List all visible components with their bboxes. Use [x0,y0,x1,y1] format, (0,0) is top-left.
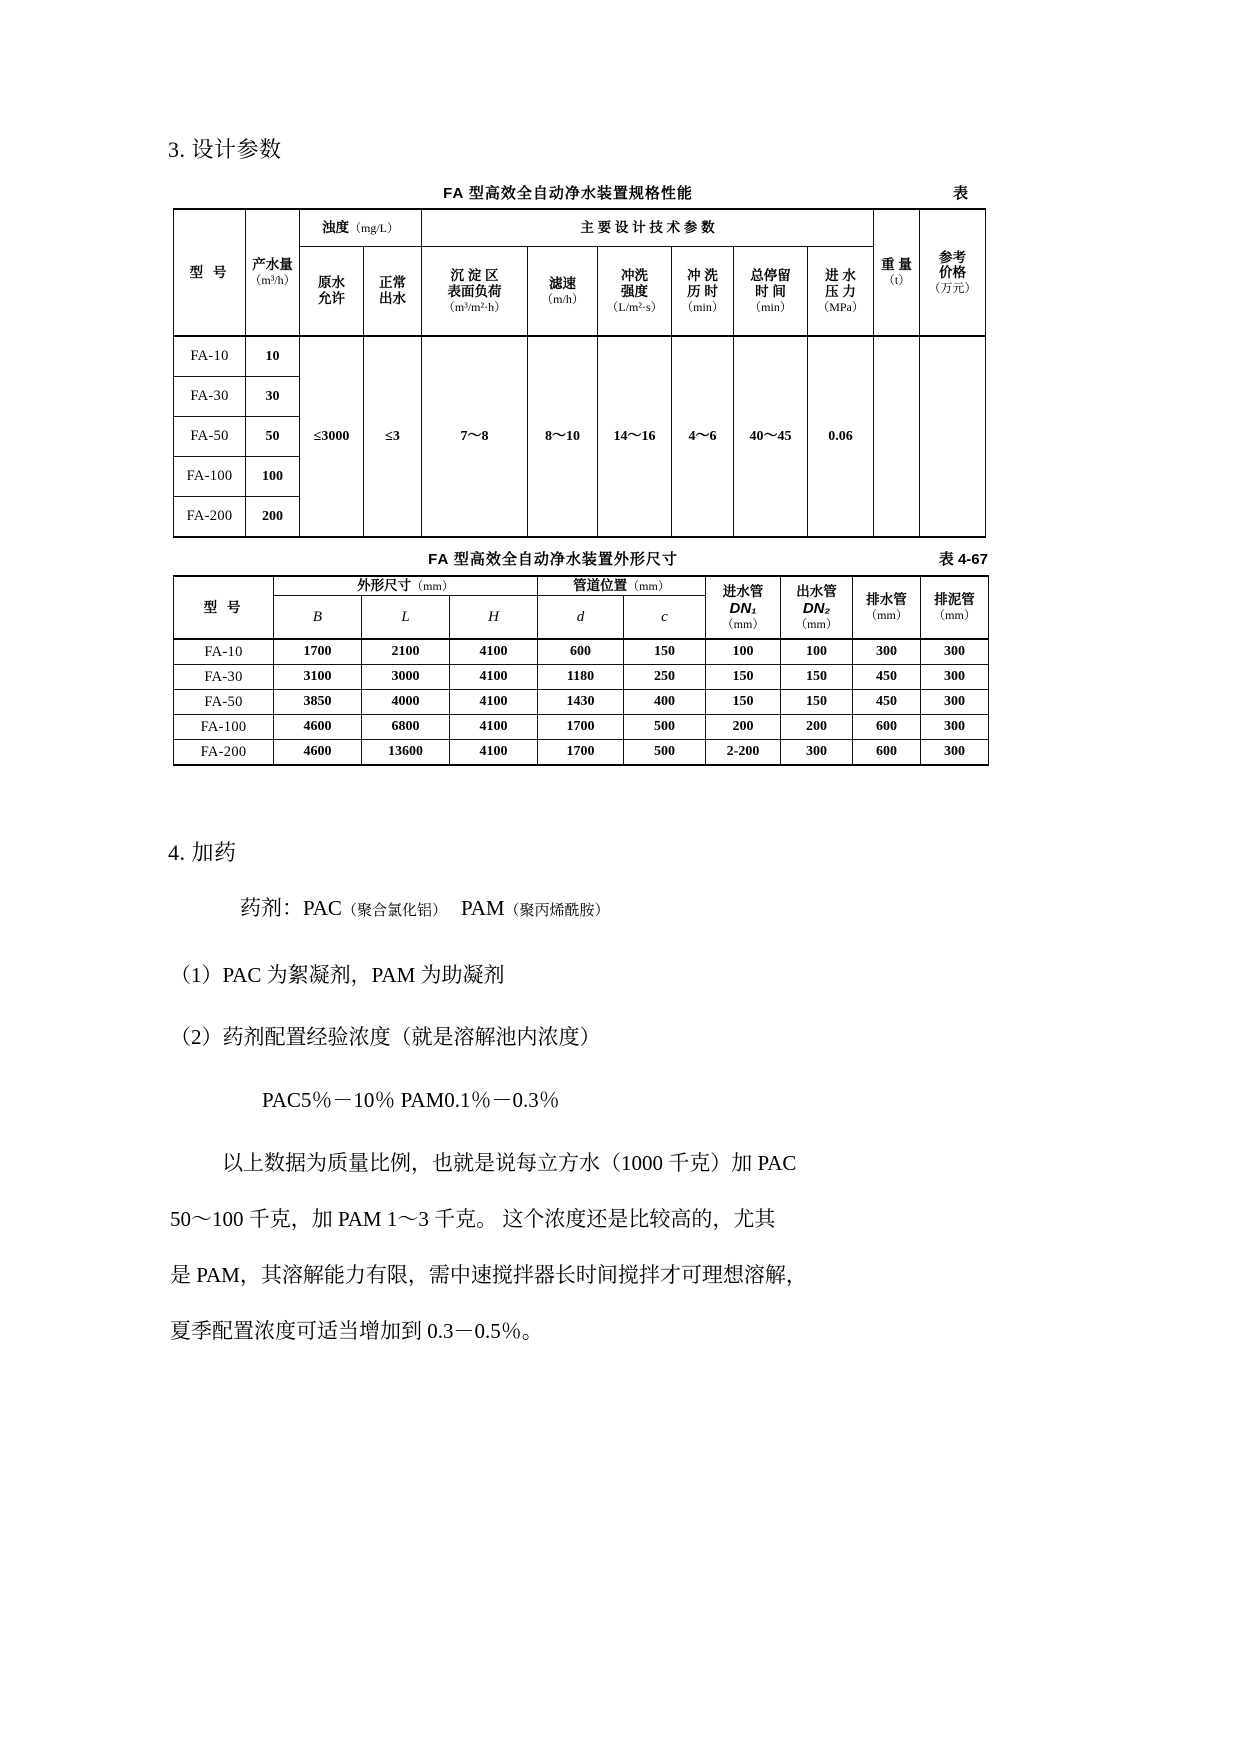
table1-header-output [246,209,300,336]
table1-cell-output: 50 [246,417,300,457]
section-heading-dosing: 4. 加药 [168,840,237,865]
table2-header-H: H [450,595,538,639]
table1-header-settling-unit: （m³/m²·h） [442,299,507,314]
table2-cell-H: 4100 [450,639,538,665]
table1-header-effluent-label2: 出水 [379,291,406,306]
table1-specifications [173,208,986,538]
table1-group-header-row [174,209,986,247]
table1-header-retention-unit: （min） [749,299,792,314]
table2-header-inlet-pipe [706,576,781,639]
table1-header-raw-water-label: 原水 [318,275,345,291]
table2-row [174,689,989,714]
reagent-pam-label: PAM [460,896,505,920]
table2-cell-sludge: 300 [921,739,989,765]
table2-cell-L: 6800 [362,714,450,739]
table2-header-outlet-pipe-label: 出水管 [796,583,837,599]
table1-header-backwash-intensity-label: 冲洗 [621,268,648,283]
reagent-line [240,898,610,919]
table1-cell-model: FA-30 [174,377,246,417]
table1-cell-inlet-pressure: 0.06 [808,336,874,537]
table2-cell-model: FA-30 [174,664,274,689]
table1-cell-model: FA-200 [174,497,246,538]
table2-group-pipe-position-label: 管道位置 [573,578,628,593]
table1-header-backwash-duration-label2: 历 时 [687,283,718,299]
table2-cell-B: 3850 [274,689,362,714]
table1-header-backwash-duration-unit: （min） [681,299,724,314]
table2-cell-drain: 450 [853,664,921,689]
table2-group-dimensions-label: 外形尺寸 [357,578,412,593]
dosing-paragraph-line-4: 夏季配置浓度可适当增加到 0.3－0.5％。 [170,1319,543,1343]
table1-header-inlet-pressure [808,247,874,337]
table2-cell-H: 4100 [450,664,538,689]
table1-container [173,182,977,538]
table2-cell-c: 150 [624,639,706,665]
table1-cell-retention: 40～45 [734,336,808,537]
table1-header-model-label: 型 号 [189,264,230,280]
table2-cell-B: 3100 [274,664,362,689]
table2-header-L: L [362,595,450,639]
table2-cell-drain: 600 [853,739,921,765]
table2-row [174,664,989,689]
table1-header-price-label2: 价格 [939,265,967,281]
table2-header-model [174,576,274,639]
table2-header-sludge-pipe [921,576,989,639]
reagent-main-label: 药剂：PAC [240,896,342,920]
table2-cell-L: 2100 [362,639,450,665]
table2-header-drain-pipe-unit: （mm） [865,608,908,623]
table1-header-settling-label: 沉 淀 区 [450,268,499,283]
table2-header-sludge-pipe-unit: （mm） [933,608,976,623]
table1-row [174,336,986,377]
table1-group-turbidity-label: 浊度 [322,220,349,236]
table1-cell-effluent: ≤3 [364,336,422,537]
table1-cell-model: FA-100 [174,457,246,497]
table1-header-backwash-intensity-unit: （L/m²·s） [606,299,663,314]
table1-header-filter-rate [528,247,598,337]
dosing-concentrations: PAC5％－10％ PAM0.1％－0.3％ [262,1088,560,1112]
table1-header-model [174,209,246,336]
table1-cell-output: 10 [246,336,300,377]
table1-header-filter-rate-label: 滤速 [549,275,576,291]
table1-cell-backwash-intensity: 14～16 [598,336,672,537]
table1-group-turbidity-unit: （mg/L） [349,221,399,236]
table1-header-backwash-intensity [598,247,672,337]
table2-row [174,739,989,765]
table2-cell-model: FA-200 [174,739,274,765]
table1-header-inlet-pressure-label2: 压 力 [825,283,856,299]
table1-header-raw-water [300,247,364,337]
table1-header-output-unit: （m³/h） [249,273,296,288]
table1-cell-filter-rate: 8～10 [528,336,598,537]
table2-group-pipe-position-unit: （mm） [627,579,670,593]
table1-header-price-label: 参考 [939,249,967,265]
table2-cell-dn1: 100 [706,639,781,665]
table1-cell-model: FA-10 [174,336,246,377]
table2-cell-H: 4100 [450,689,538,714]
dosing-paragraph-line-3: 是 PAM，其溶解能力有限，需中速搅拌器长时间搅拌才可理想溶解， [170,1263,807,1287]
table1-number: 表 [952,185,968,202]
table1-header-output-label: 产水量 [252,257,293,273]
table2-cell-dn2: 150 [781,664,853,689]
table2-group-header-row [174,576,989,595]
table1-cell-backwash-duration: 4～6 [672,336,734,537]
table2-cell-model: FA-100 [174,714,274,739]
table2-cell-H: 4100 [450,714,538,739]
table2-cell-sludge: 300 [921,714,989,739]
table1-group-main-params-label: 主 要 设 计 技 术 参 数 [580,220,715,236]
table2-cell-model: FA-50 [174,689,274,714]
table2-cell-dn1: 150 [706,689,781,714]
table2-header-outlet-pipe-unit: （mm） [795,617,838,632]
dosing-item-1: （1）PAC 为絮凝剂，PAM 为助凝剂 [170,963,505,987]
table2-cell-dn2: 100 [781,639,853,665]
table2-cell-dn2: 200 [781,714,853,739]
table2-row [174,639,989,665]
table2-cell-L: 4000 [362,689,450,714]
table1-cell-output: 100 [246,457,300,497]
section-heading-design-parameters: 3. 设计参数 [168,137,282,162]
table1-header-backwash-duration-label: 冲 洗 [687,268,718,283]
table2-cell-L: 13600 [362,739,450,765]
table2-cell-dn1: 150 [706,664,781,689]
table2-header-c: c [624,595,706,639]
table2-header-inlet-pipe-dn: DN₁ [729,599,757,617]
table2-group-pipe-position [538,576,706,595]
table2-cell-d: 600 [538,639,624,665]
table2-cell-sludge: 300 [921,689,989,714]
table2-cell-model: FA-10 [174,639,274,665]
table1-header-backwash-duration [672,247,734,337]
table1-header-raw-water-label2: 允许 [318,291,345,306]
table1-group-turbidity [300,209,422,247]
table2-header-inlet-pipe-unit: （mm） [721,617,765,632]
table1-header-retention-label2: 时 间 [755,283,786,299]
table2-cell-H: 4100 [450,739,538,765]
table1-header-retention-label: 总停留 [750,268,791,283]
table1-cell-price [920,336,986,537]
table2-cell-dn1: 200 [706,714,781,739]
table2-cell-L: 3000 [362,664,450,689]
table2-cell-B: 1700 [274,639,362,665]
table2-cell-c: 400 [624,689,706,714]
table1-cell-raw-water: ≤3000 [300,336,364,537]
table2-cell-drain: 300 [853,639,921,665]
table2-header-model-label: 型 号 [203,599,244,615]
table2-container [173,548,988,766]
table2-header-B: B [274,595,362,639]
table2-header-drain-pipe-label: 排水管 [866,592,907,608]
table2-dimensions [173,575,989,766]
table1-header-weight-label: 重 量 [881,257,912,273]
table1-cell-settling: 7～8 [422,336,528,537]
table1-caption: FA 型高效全自动净水装置规格性能 [443,185,693,202]
table2-cell-c: 250 [624,664,706,689]
table2-cell-dn2: 300 [781,739,853,765]
table2-number: 表 4-67 [938,551,988,568]
table1-header-weight [874,209,920,336]
table2-header-inlet-pipe-label: 进水管 [722,583,764,599]
table2-caption: FA 型高效全自动净水装置外形尺寸 [428,551,678,568]
table2-cell-c: 500 [624,739,706,765]
table1-cell-weight [874,336,920,537]
table2-cell-B: 4600 [274,714,362,739]
table1-header-retention [734,247,808,337]
table1-header-settling [422,247,528,337]
dosing-paragraph [170,1135,970,1359]
table1-header-inlet-pressure-unit: （MPa） [817,299,864,314]
table2-cell-d: 1700 [538,714,624,739]
table2-row [174,714,989,739]
table1-cell-model: FA-50 [174,417,246,457]
table1-header-inlet-pressure-label: 进 水 [825,268,856,283]
table2-cell-sludge: 300 [921,664,989,689]
table2-cell-dn1: 2-200 [706,739,781,765]
table2-cell-B: 4600 [274,739,362,765]
table2-header-drain-pipe [853,576,921,639]
table2-header-outlet-pipe-dn: DN₂ [802,599,831,617]
table1-header-effluent-label: 正常 [379,275,406,291]
reagent-pam-paren: （聚丙烯酰胺） [504,903,610,919]
table1-header-effluent [364,247,422,337]
table1-cell-output: 30 [246,377,300,417]
table2-group-dimensions-unit: （mm） [411,579,454,593]
table2-cell-d: 1700 [538,739,624,765]
table2-cell-d: 1430 [538,689,624,714]
dosing-item-2: （2）药剂配置经验浓度（就是溶解池内浓度） [170,1025,601,1049]
table2-group-dimensions [274,576,538,595]
table2-cell-d: 1180 [538,664,624,689]
table2-cell-drain: 600 [853,714,921,739]
table2-cell-sludge: 300 [921,639,989,665]
table2-cell-c: 500 [624,714,706,739]
reagent-pac-paren: （聚合氯化铝） [341,903,447,919]
dosing-paragraph-line-2: 50～100 千克，加 PAM 1～3 千克。 这个浓度还是比较高的，尤其 [170,1207,776,1231]
table2-header-d: d [538,595,624,639]
table1-header-price [920,209,986,336]
table1-header-settling-label2: 表面负荷 [447,283,502,299]
table1-header-filter-rate-unit: （m/h） [541,291,584,306]
table1-header-backwash-intensity-label2: 强度 [621,283,648,299]
table2-cell-drain: 450 [853,689,921,714]
dosing-paragraph-line-1: 以上数据为质量比例，也就是说每立方水（1000 千克）加 PAC [222,1151,797,1175]
table2-header-sludge-pipe-label: 排泥管 [934,592,975,608]
table1-cell-output: 200 [246,497,300,538]
table2-cell-dn2: 150 [781,689,853,714]
table2-header-outlet-pipe [781,576,853,639]
table1-header-weight-unit: （t） [882,273,911,288]
table1-header-price-unit: （万元） [928,281,977,296]
table1-group-main-params [422,209,874,247]
